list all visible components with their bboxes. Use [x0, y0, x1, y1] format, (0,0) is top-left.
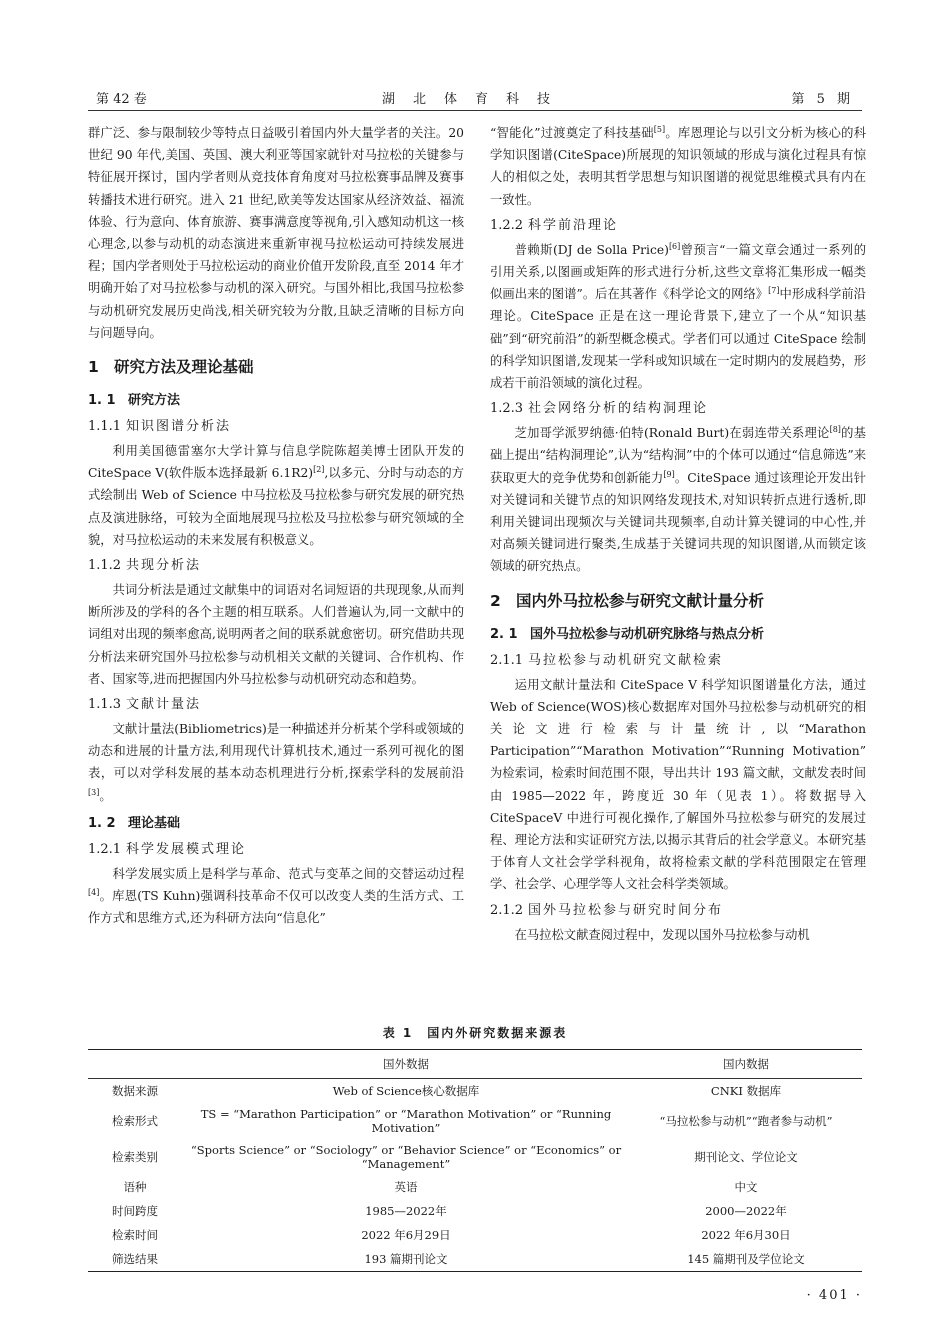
- body-paragraph: [490, 924, 866, 946]
- body-paragraph: [490, 422, 866, 577]
- subsubsection-heading: [490, 650, 866, 672]
- heading-number: 2. 1: [490, 626, 518, 642]
- heading-number: 1.1.1: [88, 419, 122, 435]
- body-paragraph: [88, 122, 464, 344]
- heading-number: 1. 2: [88, 815, 116, 831]
- paragraph-text: 文献计量法(Bibliometrics)是一种描述并分析某个学科或领域的动态和进展的计量方法,利用现代计算机技术,通过一系列可视化的图表，可以对学科发展的基本动态机理进行分析,探索学科的发展前沿: [88, 722, 464, 781]
- table-cell: 2022 年6月30日: [701, 1228, 791, 1242]
- table-row: [88, 1103, 862, 1139]
- heading-text: 研究方法及理论基础: [114, 358, 254, 377]
- table-cell: “马拉松参与动机”“跑者参与动机”: [659, 1114, 833, 1128]
- heading-number: 1.2.1: [88, 841, 122, 857]
- table-cell: 检索时间: [112, 1228, 158, 1242]
- table-cell: 检索类别: [112, 1150, 158, 1164]
- heading-number: 1.2.2: [490, 217, 524, 233]
- heading-text: 理论基础: [128, 815, 181, 831]
- heading-number: 1. 1: [88, 393, 116, 409]
- subsubsection-heading: [88, 839, 464, 861]
- table-cell: 数据来源: [112, 1084, 158, 1098]
- body-paragraph: [88, 440, 464, 551]
- volume-label: 第 42 卷: [96, 92, 147, 107]
- heading-text: 马拉松参与动机研究文献检索: [528, 652, 724, 668]
- table-cell: 期刊论文、学位论文: [694, 1150, 798, 1164]
- table-cell: 1985—2022年: [365, 1204, 447, 1218]
- subsubsection-heading: [490, 215, 866, 237]
- table-cell: 193 篇期刊论文: [364, 1252, 448, 1266]
- right-column: [490, 122, 866, 946]
- page-number: · 401 ·: [806, 1288, 862, 1303]
- data-source-table: [88, 1049, 862, 1272]
- table-cell: 英语: [394, 1180, 418, 1194]
- citation-ref: [6]: [668, 241, 681, 251]
- table-cell: 中文: [734, 1180, 758, 1194]
- subsubsection-heading: [88, 555, 464, 577]
- table-cell: 时间跨度: [112, 1204, 158, 1218]
- paragraph-text: 的基础上提出“结构洞理论”,认为“结构洞”中的个体可以通过“信息筛选”来获取更大的竞争优势和创新能力: [490, 426, 866, 485]
- paragraph-text: 在马拉松文献查阅过程中，发现以国外马拉松参与动机: [514, 927, 810, 942]
- paragraph-text: 中形成科学前沿理论。CiteSpace 正是在这一理论背景下,建立了一个从“知识基础”到“研究前沿”的新型概念模式。学者们可以通过 CiteSpace 绘制的科学知识图谱,发现某一学科或知识域在一定时期内的发展趋势，形成若干前沿领域的演化过程。: [490, 287, 866, 391]
- citation-ref: [3]: [88, 787, 100, 797]
- citation-ref: [7]: [768, 286, 780, 296]
- paragraph-text: 。: [99, 788, 112, 803]
- heading-text: 国内外马拉松参与研究文献计量分析: [516, 591, 765, 610]
- paragraph-text: “智能化”过渡奠定了科技基础: [490, 126, 654, 140]
- citation-ref: [5]: [653, 124, 666, 134]
- table-row: [88, 1139, 862, 1175]
- table-row: [88, 1079, 862, 1104]
- body-paragraph: [490, 674, 866, 896]
- data-source-table-block: [88, 1024, 862, 1272]
- subsection-heading: [490, 624, 866, 646]
- heading-text: 知识图谱分析法: [126, 419, 232, 435]
- table-row: [88, 1199, 862, 1223]
- paragraph-text: 曾预言“一篇文章会通过一系列的引用关系,以图画或矩阵的形式进行分析,这些文章将汇集形成一幅类似画出来的图谱”。后在其著作《科学论文的网络》: [490, 242, 866, 302]
- section-heading: [88, 356, 464, 378]
- heading-number: 1: [88, 358, 99, 377]
- body-paragraph: [88, 863, 464, 930]
- citation-ref: [8]: [829, 425, 841, 435]
- citation-ref: [4]: [88, 887, 100, 897]
- citation-ref: [9]: [663, 469, 675, 479]
- table-cell: “Sports Science” or “Sociology” or “Behavior Science” or “Economics” or “Management”: [190, 1143, 622, 1171]
- paragraph-text: 共词分析法是通过文献集中的词语对名词短语的共现现象,从而判断所涉及的学科的各个主题的相互联系。人们普遍认为,同一文献中的词组对出现的频率愈高,说明两者之间的联系就愈密切。研究借助共现分析法来研究国外马拉松参与动机相关文献的关键词、合作机构、作者、国家等,进而把握国内外马拉松参与动机研究动态和趋势。: [88, 583, 464, 686]
- table-header-row: [88, 1050, 862, 1079]
- heading-text: 研究方法: [128, 393, 181, 409]
- subsubsection-heading: [88, 416, 464, 438]
- table-cell: Web of Science核心数据库: [332, 1084, 480, 1098]
- table-cell: 检索形式: [112, 1114, 158, 1128]
- table-row: [88, 1175, 862, 1199]
- subsubsection-heading: [88, 694, 464, 716]
- heading-number: 1.2.3: [490, 401, 524, 417]
- body-paragraph: [88, 579, 464, 690]
- table-row: [88, 1223, 862, 1247]
- table-cell: 2022 年6月29日: [361, 1228, 451, 1242]
- table-cell: 2000—2022年: [705, 1204, 787, 1218]
- body-paragraph: [490, 122, 866, 211]
- heading-number: 1.1.3: [88, 697, 122, 713]
- heading-number: 2: [490, 591, 501, 610]
- table-header-cell: [88, 1050, 182, 1079]
- table-cell: 145 篇期刊及学位论文: [687, 1252, 805, 1266]
- table-header-cell: 国内数据: [630, 1050, 862, 1079]
- body-paragraph: [490, 239, 866, 394]
- paragraph-text: 运用文献计量法和 CiteSpace V 科学知识图谱量化方法，通过 Web of Science(WOS)核心数据库对国外马拉松参与动机研究的相关论文进行检索与计量统计,以“Marathon Participation”“Marathon Motivation”“Running Motivation” 为检索词，检索时间范围不限，导出共计 193 篇文献，文献发表时间由 1985—2022 年，跨度近 30 年（见表 1）。将数据导入 CiteSpaceV 中进行可视化操作,了解国外马拉松参与研究的发展过程、理论方法和实证研究方法,以揭示其背后的社会学意义。本研究基于体育人文社会学学科视角，故将检索文献的学科范围限定在管理学、社会学、心理学等人文社会科学类领域。: [490, 677, 866, 892]
- body-paragraph: [88, 718, 464, 807]
- heading-text: 国外马拉松参与动机研究脉络与热点分析: [530, 626, 765, 642]
- heading-number: 1.1.2: [88, 558, 122, 574]
- heading-text: 国外马拉松参与研究时间分布: [528, 902, 724, 918]
- paragraph-text: 。CiteSpace 通过该理论开发出针对关键词和关键节点的知识网络发现技术,对知识转折点进行透析,即利用关键词出现频次与关键词共现频率,自动计算关键词的中心性,并对高频关键词进行聚类,生成基于关键词共现的知识图谱,从而锁定该领域的研究热点。: [490, 470, 866, 574]
- paragraph-text: 科学发展实质上是科学与革命、范式与变革之间的交替运动过程: [112, 866, 464, 881]
- paragraph-text: 芝加哥学派罗纳德·伯特(Ronald Burt)在弱连带关系理论: [514, 426, 830, 441]
- table-cell: 筛选结果: [112, 1252, 158, 1266]
- subsection-heading: [88, 390, 464, 412]
- heading-number: 2.1.2: [490, 902, 524, 918]
- table-header-cell: 国外数据: [182, 1050, 630, 1079]
- heading-text: 文献计量法: [126, 697, 202, 713]
- table-row: [88, 1247, 862, 1272]
- paragraph-text: 利用美国德雷塞尔大学计算与信息学院陈超美博士团队开发的 CiteSpace Ⅴ(软件版本选择最新 6.1R2): [88, 444, 464, 481]
- heading-text: 科学前沿理论: [528, 217, 619, 233]
- left-column: [88, 122, 464, 929]
- running-header: [88, 88, 862, 111]
- journal-name: 湖北体育科技: [381, 92, 568, 107]
- heading-text: 共现分析法: [126, 558, 202, 574]
- paragraph-text: 。库恩理论与以引文分析为核心的科学知识图谱(CiteSpace)所展现的知识领域的形成与演化过程具有惊人的相似之处，表明其哲学思想与知识图谱的视觉思维模式具有内在一致性。: [490, 126, 866, 207]
- table-cell: CNKI 数据库: [710, 1084, 782, 1098]
- citation-ref: [2]: [313, 465, 325, 475]
- paragraph-text: ,以多元、分时与动态的方式绘制出 Web of Science 中马拉松及马拉松参与研究发展的研究热点及演进脉络，可较为全面地展现马拉松及马拉松参与研究领域的全貌，对马拉松运动的未来发展有积极意义。: [88, 466, 464, 547]
- subsection-heading: [88, 813, 464, 835]
- issue-label: 第 5 期: [791, 92, 854, 107]
- table-cell: 语种: [123, 1180, 147, 1194]
- heading-text: 科学发展模式理论: [126, 841, 247, 857]
- heading-text: 社会网络分析的结构洞理论: [528, 401, 709, 417]
- paragraph-text: 普赖斯(DJ de Solla Price): [514, 242, 669, 257]
- table-caption: 表 1 国内外研究数据来源表: [382, 1026, 568, 1040]
- section-heading: [490, 590, 866, 612]
- paragraph-text: 。库恩(TS Kuhn)强调科技革命不仅可以改变人类的生活方式、工作方式和思维方式,还为科研方法向“信息化”: [88, 889, 464, 926]
- subsubsection-heading: [490, 900, 866, 922]
- table-cell: TS = “Marathon Participation” or “Marathon Motivation” or “Running Motivation”: [200, 1107, 612, 1135]
- heading-number: 2.1.1: [490, 652, 524, 668]
- subsubsection-heading: [490, 398, 866, 420]
- paragraph-text: 群广泛、参与限制较少等特点日益吸引着国内外大量学者的关注。20 世纪 90 年代,美国、英国、澳大利亚等国家就针对马拉松的关键参与特征展开探讨，国内学者则从竞技体育角度对马拉松赛事品牌及赛事转播技术进行研究。进入 21 世纪,欧美等发达国家从经济效益、福流体验、行为意向、体育旅游、赛事满意度等视角,引入感知动机这一核心理念,以参与动机的动态演进来重新审视马拉松运动可持续发展进程；国内学者则处于马拉松运动的商业价值开发阶段,直至 2014 年才明确开始了对马拉松参与动机的深入研究。与国外相比,我国马拉松参与动机研究发展历史尚浅,相关研究较为分散,且缺乏清晰的目标方向与问题导向。: [88, 126, 464, 340]
